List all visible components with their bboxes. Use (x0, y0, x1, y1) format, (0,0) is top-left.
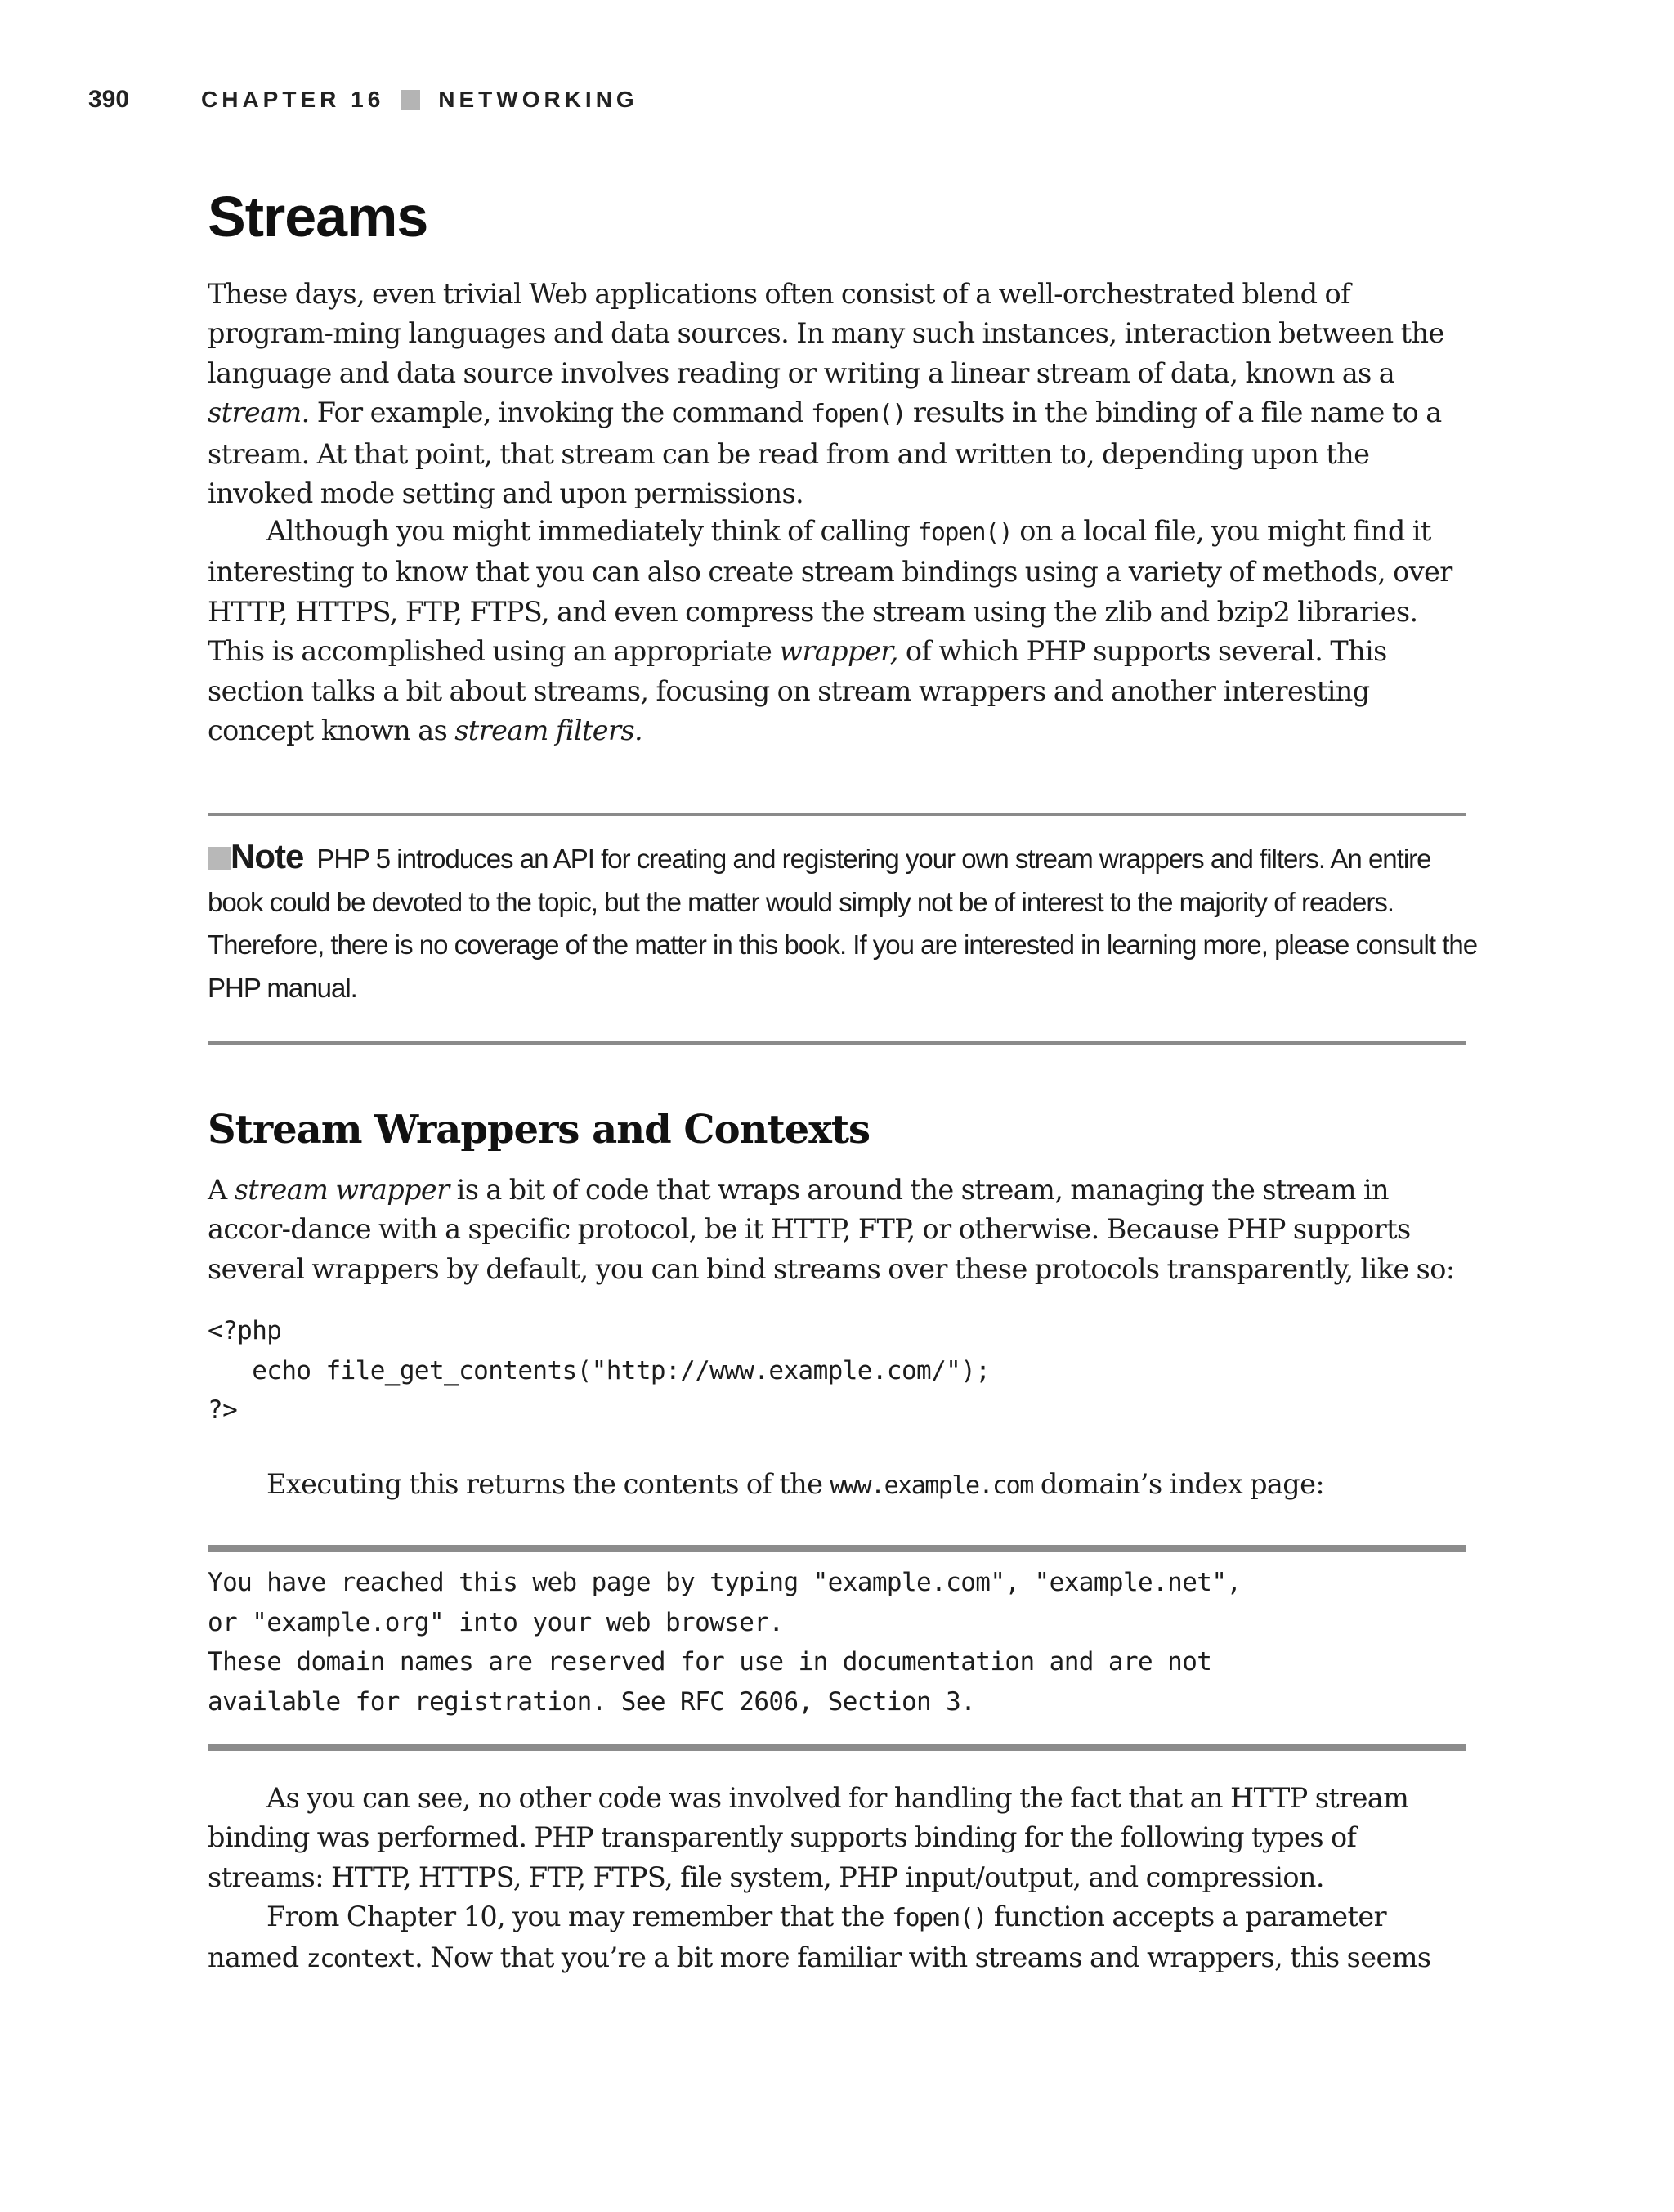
running-head (88, 82, 638, 118)
inline-code-fopen: fopen() (917, 518, 1013, 547)
text-run: These days, even trivial Web applications often consist of a well-orchestrated blend of program-ming languages and data sources. In many such instances, interaction between the language and data source involves reading or writing a linear stream of data, known as a (208, 278, 1444, 389)
section-label: NETWORKING (438, 87, 638, 112)
square-bullet-icon (401, 90, 420, 110)
inline-code-fopen: fopen() (811, 400, 906, 429)
executing-paragraph (208, 1465, 1466, 1506)
inline-code-domain: www.example.com (830, 1471, 1033, 1500)
emphasis-stream-filters: stream filters. (454, 714, 643, 747)
text-run: Executing this returns the contents of the (266, 1468, 830, 1500)
php-code-example: <?php echo file_get_contents("http://www.example.com/"); ?> (208, 1316, 991, 1425)
text-run: A (208, 1174, 235, 1206)
emphasis-wrapper: wrapper, (779, 635, 898, 668)
closing-paragraph-1: As you can see, no other code was involved for handling the fact that an HTTP stream binding was performed. PHP transparently supports binding for the following types of streams: HTTP, HTTPS, FTP, FTPS, file system, PHP input/output, and compression. (208, 1782, 1409, 1893)
note-top-rule (208, 813, 1466, 816)
text-run: on a local file, you might find it interesting to know that you can also create stream bindings using a variety of methods, over HTTP, HTTPS, FTP, FTPS, and even compress the stream using the zlib and bzip2 libraries. This is accomplished using an appropriate (208, 515, 1452, 668)
chapter-label: CHAPTER 16 (201, 87, 385, 112)
emphasis-stream: stream. (208, 396, 310, 429)
inline-code-zcontext: zcontext (306, 1945, 415, 1974)
text-run: of which PHP supports several. This section talks a bit about streams, focusing on stream wrappers and another interesting concept known as (208, 635, 1387, 747)
text-run: function accepts a parameter named (208, 1901, 1386, 1974)
output-block: You have reached this web page by typing "example.com", "example.net", or "example.org" into your web browser. These domain names are reserved for use in documentation and are not available for registration. See RFC 2606, Section 3. (208, 1568, 1242, 1717)
note-text: PHP 5 introduces an API for creating and registering your own stream wrappers and filters. An entire book could be devoted to the topic, but the matter would simply not be of interest to the majority of readers. Therefore, there is no coverage of the matter in this book. If you are interested in learning more, please consult the PHP manual. (208, 844, 1478, 1003)
note-label: Note (231, 837, 304, 875)
text-run: From Chapter 10, you may remember that the (266, 1901, 892, 1932)
output-bottom-rule (208, 1744, 1466, 1751)
inline-code-fopen: fopen() (891, 1904, 987, 1932)
section-title: Streams (208, 185, 428, 249)
closing-paragraph-2 (208, 1897, 1466, 1980)
wrappers-paragraph (208, 1171, 1466, 1289)
text-run: is a bit of code that wraps around the stream, managing the stream in accor-dance with a specific protocol, be it HTTP, FTP, or otherwise. Because PHP supports several wrappers by default, you can bind streams over these protocols transparently, like so: (208, 1174, 1455, 1285)
text-run: Although you might immediately think of calling (266, 515, 918, 547)
text-run: For example, invoking the command (309, 396, 811, 429)
subsection-title: Stream Wrappers and Contexts (208, 1107, 871, 1153)
intro-paragraph-2 (208, 512, 1466, 750)
note-bottom-rule (208, 1041, 1466, 1045)
square-bullet-icon (208, 847, 231, 870)
emphasis-stream-wrapper: stream wrapper (234, 1174, 450, 1206)
text-run: . Now that you’re a bit more familiar with streams and wrappers, this seems (414, 1941, 1431, 1974)
intro-paragraph-1 (208, 275, 1466, 513)
text-run: domain’s index page: (1032, 1468, 1325, 1500)
note-box (208, 835, 1483, 1010)
page-number: 390 (88, 86, 130, 113)
output-top-rule (208, 1545, 1466, 1552)
text-run: results in the binding of a file name to a stream. At that point, that stream can be read from and written to, depending upon the invoked mode setting and upon permissions. (208, 396, 1442, 510)
